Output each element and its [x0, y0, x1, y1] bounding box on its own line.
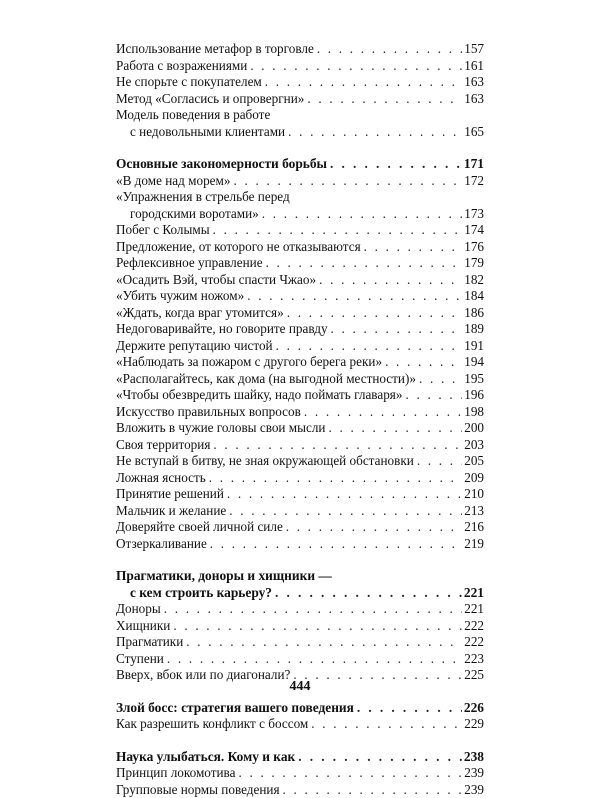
- toc-chapter-page: 238: [464, 749, 484, 766]
- toc-entry: [116, 272, 484, 289]
- toc-entry: [116, 716, 484, 733]
- toc-entry-title: Вложить в чужие головы свои мысли: [116, 420, 325, 437]
- toc-entry-title: Искусство правильных вопросов: [116, 404, 301, 421]
- toc-entry: [116, 288, 484, 305]
- toc-chapter-title: Наука улыбаться. Кому и как: [116, 749, 295, 766]
- toc-entry-title: Принятие решений: [116, 486, 224, 503]
- toc-leader-dots: [331, 321, 463, 338]
- toc-entry-page: 222: [464, 618, 484, 635]
- section-gap: [116, 140, 484, 156]
- toc-entry: [116, 305, 484, 322]
- toc-entry-page: 213: [464, 503, 484, 520]
- toc-entry-title: Держите репутацию чистой: [116, 338, 273, 355]
- toc-leader-dots: [262, 206, 462, 223]
- toc-entry-title: Работа с возражениями: [116, 58, 247, 75]
- toc-entry-page: 174: [464, 222, 484, 239]
- toc-entry-title: Рефлексивное управление: [116, 255, 263, 272]
- toc-leader-dots: [307, 91, 462, 108]
- toc-chapter-page: 171: [464, 156, 484, 173]
- toc-leader-dots: [319, 272, 462, 289]
- toc-leader-dots: [186, 634, 462, 651]
- toc-chapter-page: 226: [464, 700, 484, 717]
- toc-entry: [116, 536, 484, 553]
- toc-leader-dots: [275, 585, 462, 602]
- toc-leader-dots: [286, 519, 462, 536]
- toc-entry: [116, 453, 484, 470]
- toc-leader-dots: [167, 651, 462, 668]
- toc-chapter: [116, 156, 484, 173]
- toc-entry-page: 195: [464, 371, 484, 388]
- toc-entry: [116, 222, 484, 239]
- toc-entry-title: Доверяйте своей личной силе: [116, 519, 283, 536]
- toc-entry-title: Ступени: [116, 651, 164, 668]
- toc-leader-dots: [304, 404, 462, 421]
- toc-leader-dots: [229, 503, 462, 520]
- toc-leader-dots: [210, 536, 462, 553]
- toc-chapter-title: с кем строить карьеру?: [116, 585, 272, 602]
- toc-entry: [116, 503, 484, 520]
- toc-chapter-title: Злой босс: стратегия вашего поведения: [116, 700, 354, 717]
- toc-entry-title-line1: Модель поведения в работе: [116, 107, 484, 124]
- toc-chapter-title-line1: Прагматики, доноры и хищники —: [116, 568, 484, 585]
- toc-entry-title: «Чтобы обезвредить шайку, надо поймать главаря»: [116, 387, 402, 404]
- toc-entry-title: Групповые нормы поведения: [116, 782, 280, 798]
- toc-entry-page: 182: [464, 272, 484, 289]
- toc-entry-page: 219: [464, 536, 484, 553]
- toc-leader-dots: [317, 41, 462, 58]
- toc-entry: [116, 371, 484, 388]
- toc-leader-dots: [419, 371, 462, 388]
- toc-entry: [116, 470, 484, 487]
- toc-entry: [116, 519, 484, 536]
- toc-entry: [116, 338, 484, 355]
- toc-entry-title: Доноры: [116, 601, 161, 618]
- toc-leader-dots: [164, 601, 463, 618]
- toc-entry-page: 179: [464, 255, 484, 272]
- toc-entry-page: 229: [464, 716, 484, 733]
- toc-leader-dots: [405, 387, 462, 404]
- toc-leader-dots: [417, 453, 462, 470]
- toc-entry-page: 216: [464, 519, 484, 536]
- toc-leader-dots: [247, 288, 462, 305]
- section-gap: [116, 733, 484, 749]
- toc-entry-page: 198: [464, 404, 484, 421]
- toc-entry-page: 223: [464, 651, 484, 668]
- toc-entry-title: с недовольными клиентами: [116, 124, 285, 141]
- toc-entry: [116, 601, 484, 618]
- toc-leader-dots: [276, 338, 463, 355]
- toc-entry-page: 165: [464, 124, 484, 141]
- page-number: 444: [0, 679, 600, 695]
- toc-entry-title: Недоговаривайте, но говорите правду: [116, 321, 328, 338]
- toc-entry-title: «Ждать, когда враг утомится»: [116, 305, 284, 322]
- toc-leader-dots: [385, 354, 462, 371]
- toc-entry-page: 239: [464, 765, 484, 782]
- toc-entry: [116, 74, 484, 91]
- toc-entry: [116, 255, 484, 272]
- toc-entry: [116, 58, 484, 75]
- toc-entry-title: городскими воротами»: [116, 206, 259, 223]
- toc-leader-dots: [238, 765, 462, 782]
- toc-entry-page: 157: [464, 41, 484, 58]
- toc-entry-title-line1: «Упражнения в стрельбе перед: [116, 189, 484, 206]
- toc-entry-title: «Наблюдать за пожаром с другого берега реки»: [116, 354, 382, 371]
- toc-entry-page: 173: [464, 206, 484, 223]
- toc-entry: [116, 41, 484, 58]
- toc-entry-page: 196: [464, 387, 484, 404]
- toc-entry-title: Побег с Колымы: [116, 222, 210, 239]
- toc-entry-page: 163: [464, 74, 484, 91]
- toc-entry-page: 210: [464, 486, 484, 503]
- toc-leader-dots: [357, 700, 462, 717]
- toc-entry: [116, 782, 484, 798]
- toc-entry: [116, 239, 484, 256]
- toc-entry-page: 184: [464, 288, 484, 305]
- toc-entry-title: Хищники: [116, 618, 170, 635]
- toc-leader-dots: [266, 255, 463, 272]
- toc-entry: [116, 404, 484, 421]
- toc-entry-title: Мальчик и желание: [116, 503, 226, 520]
- toc-entry-page: 239: [464, 782, 484, 798]
- toc-leader-dots: [283, 782, 463, 798]
- toc-chapter: [116, 700, 484, 717]
- toc-leader-dots: [328, 420, 462, 437]
- section-gap: [116, 552, 484, 568]
- toc-entry-title: Метод «Согласись и опровергни»: [116, 91, 304, 108]
- toc-entry-title: Вверх, вбок или по диагонали?: [116, 667, 290, 684]
- toc-entry: [116, 420, 484, 437]
- toc-leader-dots: [213, 222, 463, 239]
- toc-entry: [116, 124, 484, 141]
- toc-entry-title: Не спорьте с покупателем: [116, 74, 262, 91]
- toc-entry-title: Прагматики: [116, 634, 183, 651]
- toc-entry: [116, 387, 484, 404]
- toc-entry: [116, 206, 484, 223]
- toc-entry-title: «Убить чужим ножом»: [116, 288, 244, 305]
- toc-leader-dots: [311, 716, 462, 733]
- toc-entry-title: Своя территория: [116, 437, 210, 454]
- toc-chapter: [116, 585, 484, 602]
- toc-entry-title: «В доме над морем»: [116, 173, 230, 190]
- toc-leader-dots: [287, 305, 463, 322]
- toc-leader-dots: [250, 58, 462, 75]
- toc-leader-dots: [213, 437, 462, 454]
- toc-entry-page: 172: [464, 173, 484, 190]
- toc-leader-dots: [173, 618, 462, 635]
- toc-entry-page: 176: [464, 239, 484, 256]
- toc-entry: [116, 173, 484, 190]
- toc-entry-title: «Осадить Вэй, чтобы спасти Чжао»: [116, 272, 316, 289]
- toc-leader-dots: [227, 486, 462, 503]
- toc-entry: [116, 651, 484, 668]
- toc-leader-dots: [288, 124, 462, 141]
- toc-entry-title: Не вступай в битву, не зная окружающей обстановки: [116, 453, 414, 470]
- toc-entry-page: 161: [464, 58, 484, 75]
- toc-entry-page: 163: [464, 91, 484, 108]
- toc-entry-title: Принцип локомотива: [116, 765, 235, 782]
- toc-entry-title: Как разрешить конфликт с боссом: [116, 716, 308, 733]
- toc-entry-page: 222: [464, 634, 484, 651]
- toc-entry-page: 186: [464, 305, 484, 322]
- toc-entry-page: 189: [464, 321, 484, 338]
- toc-entry-page: 221: [464, 601, 484, 618]
- toc-leader-dots: [364, 239, 463, 256]
- toc-leader-dots: [298, 749, 462, 766]
- toc-entry-page: 194: [464, 354, 484, 371]
- toc-leader-dots: [330, 156, 462, 173]
- toc-entry: [116, 486, 484, 503]
- toc-chapter-page: 221: [464, 585, 484, 602]
- toc-leader-dots: [209, 470, 462, 487]
- toc-entry-page: 203: [464, 437, 484, 454]
- toc-entry-page: 191: [464, 338, 484, 355]
- toc-entry-page: 200: [464, 420, 484, 437]
- toc-entry: [116, 321, 484, 338]
- toc-entry: [116, 354, 484, 371]
- toc-entry-title: Предложение, от которого не отказываются: [116, 239, 361, 256]
- toc-entry: [116, 634, 484, 651]
- toc-entry-page: 209: [464, 470, 484, 487]
- toc-entry-title: «Располагайтесь, как дома (на выгодной местности)»: [116, 371, 416, 388]
- toc-entry: [116, 91, 484, 108]
- toc-chapter-title: Основные закономерности борьбы: [116, 156, 327, 173]
- toc-entry-title: Отзеркаливание: [116, 536, 207, 553]
- toc-entry: [116, 765, 484, 782]
- toc-entry-page: 225: [464, 667, 484, 684]
- toc-entry: [116, 437, 484, 454]
- toc-leader-dots: [265, 74, 462, 91]
- toc-entry-title: Ложная ясность: [116, 470, 206, 487]
- toc-entry-title: Использование метафор в торговле: [116, 41, 314, 58]
- toc-leader-dots: [233, 173, 462, 190]
- toc-chapter: [116, 749, 484, 766]
- toc-entry-page: 205: [464, 453, 484, 470]
- toc-entry: [116, 618, 484, 635]
